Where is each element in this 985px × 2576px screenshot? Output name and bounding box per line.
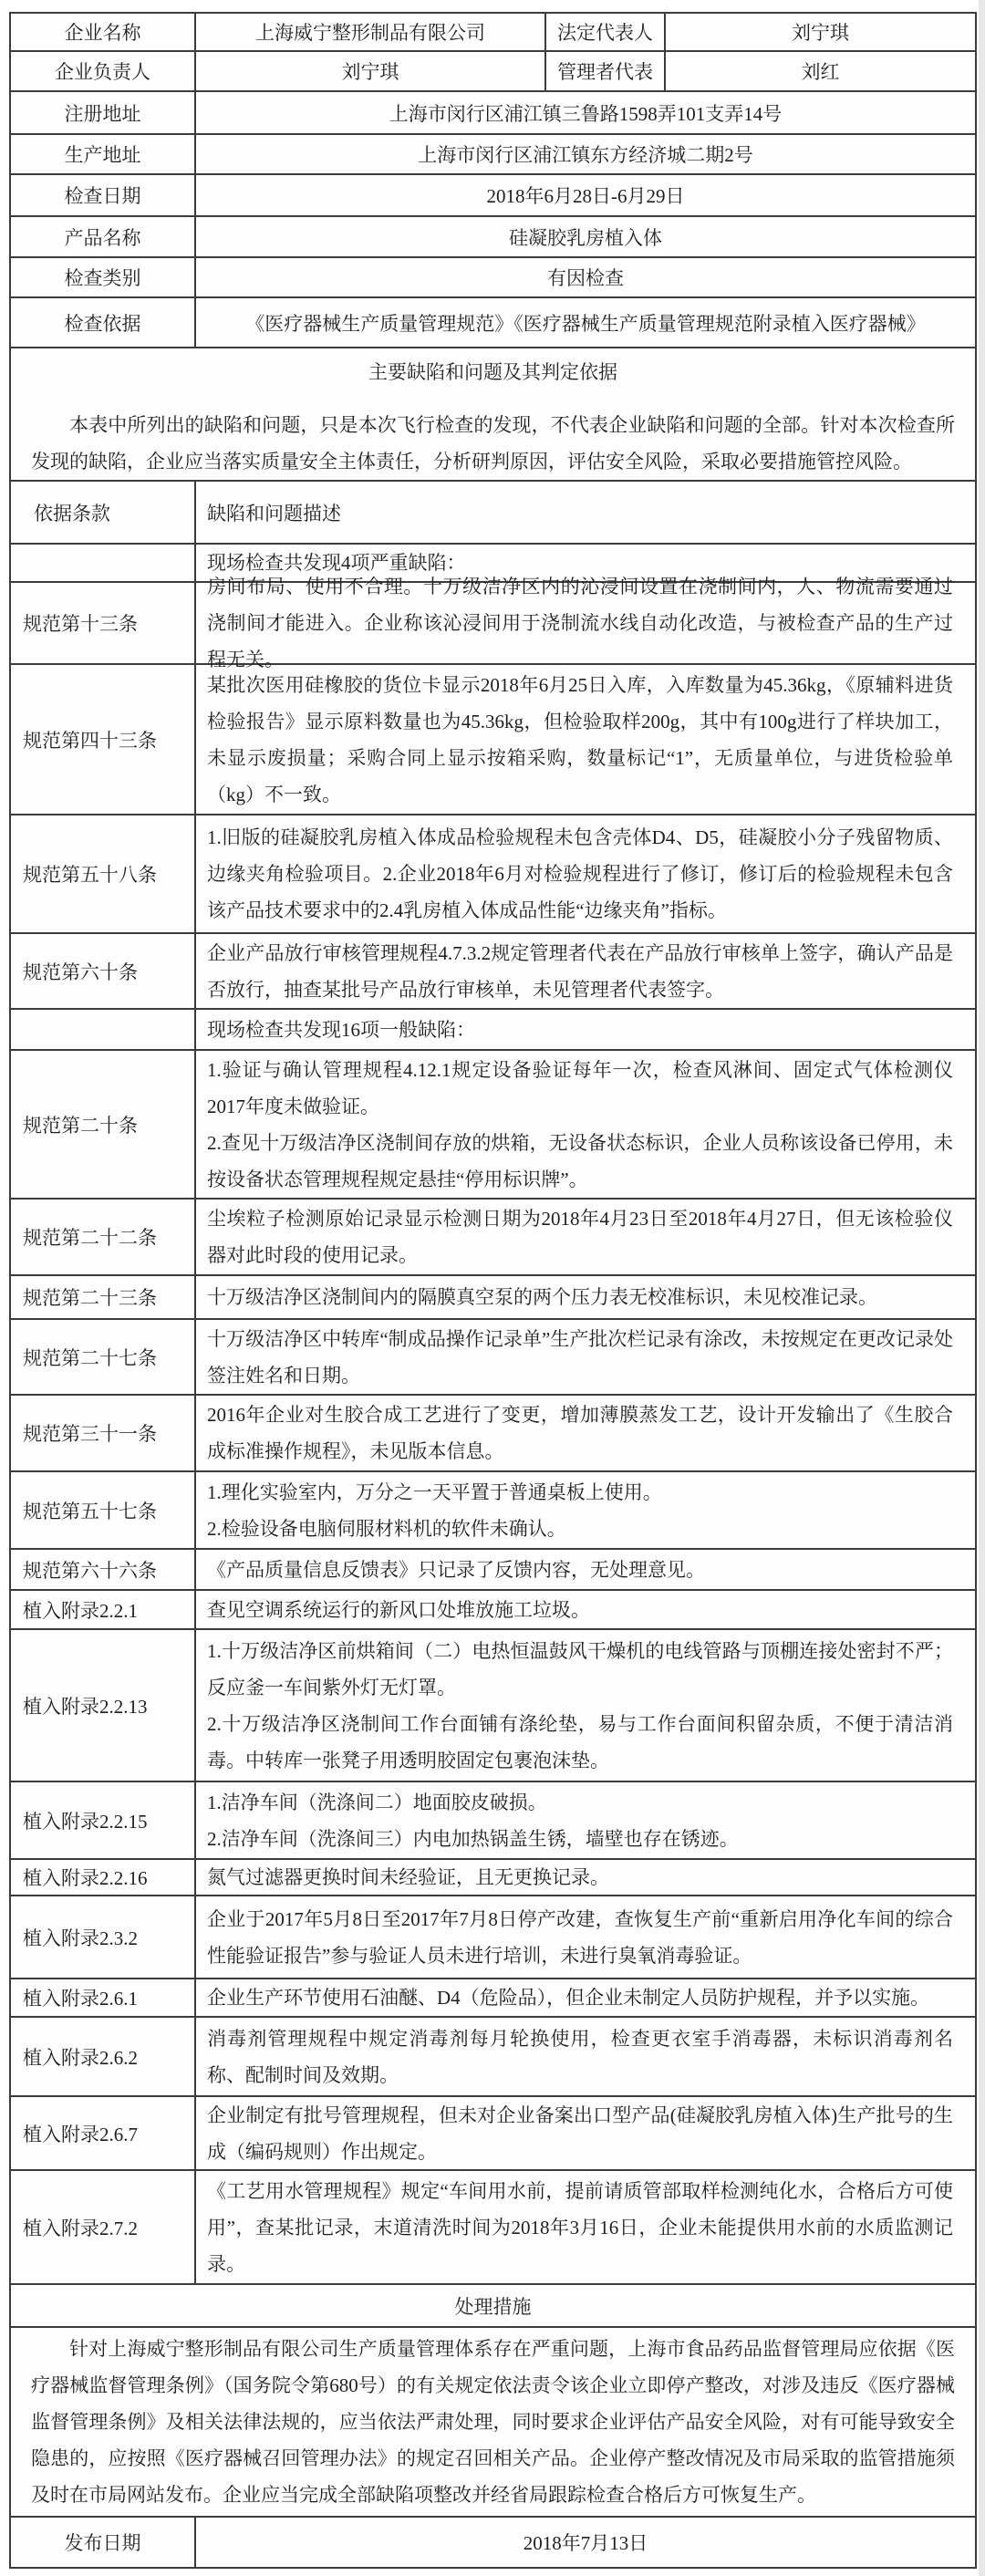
description-paragraph: 2.查见十万级洁净区浇制间存放的烘箱，无设备状态标识，企业人员称该设备已停用，未按设备状态管理规程规定悬挂“停用标识牌”。 — [207, 1131, 953, 1190]
description-paragraph: 1.旧版的硅凝胶乳房植入体成品检验规程未包含壳体D4、D5，硅凝胶小分子残留物质、边缘夹角检验项目。2.企业2018年6月对检验规程进行了修订，修订后的检验规程未包含该产品技术要求中的2.4乳房植入体成品性能“边缘夹角”指标。 — [207, 826, 953, 921]
description-cell — [196, 1010, 975, 1049]
clause-cell: 植入附录2.3.2 — [11, 1896, 196, 1978]
field-label: 企业名称 — [11, 14, 196, 50]
description-cell — [196, 1396, 975, 1470]
description-paragraph: 企业于2017年5月8日至2017年7月8日停产改建，查恢复生产前“重新启用净化车间的综合性能验证报告”参与验证人员未进行培训，未进行臭氧消毒验证。 — [207, 1907, 953, 1967]
info-row-inspection-basis — [11, 298, 975, 348]
description-paragraph: 2016年企业对生胶合成工艺进行了变更，增加薄膜蒸发工艺，设计开发输出了《生胶合成标准操作规程》，未见版本信息。 — [207, 1404, 953, 1462]
defect-row — [11, 1630, 975, 1782]
description-paragraph: 十万级洁净区浇制间内的隔膜真空泵的两个压力表无校准标识，未见校准记录。 — [207, 1286, 877, 1308]
field-value: 上海市闵行区浦江镇三鲁路1598弄101支弄14号 — [389, 102, 783, 125]
column-header-clause: 依据条款 — [11, 482, 196, 543]
description-cell — [196, 1979, 975, 2016]
inspection-report-table — [9, 12, 977, 2569]
description-paragraph: 尘埃粒子检测原始记录显示检测日期为2018年4月23日至2018年4月27日，但无该检验仪器对此时段的使用记录。 — [207, 1208, 953, 1266]
description-cell — [196, 934, 975, 1008]
field-value: 2018年6月28日-6月29日 — [486, 185, 685, 207]
defect-row — [11, 2171, 975, 2285]
description-paragraph: 1.验证与确认管理规程4.12.1规定设备验证每年一次，检查风淋间、固定式气体检测仪2017年度未做验证。 — [207, 1058, 953, 1117]
description-paragraph: 2.洁净车间（洗涤间三）内电加热锅盖生锈，墙壁也存在锈迹。 — [207, 1827, 739, 1850]
description-cell — [196, 1320, 975, 1394]
description-cell — [196, 2018, 975, 2095]
defect-row — [11, 1550, 975, 1591]
description-cell — [196, 665, 975, 814]
description-cell — [196, 1200, 975, 1274]
defect-row — [11, 1010, 975, 1051]
column-header-description: 缺陷和问题描述 — [207, 502, 341, 525]
field-label: 检查类别 — [11, 258, 196, 296]
defect-table-header — [11, 482, 975, 545]
field-label: 企业负责人 — [11, 52, 196, 90]
field-label: 发布日期 — [11, 2518, 196, 2567]
info-row-product-name — [11, 217, 975, 258]
field-value: 上海威宁整形制品有限公司 — [196, 14, 546, 50]
field-label: 产品名称 — [11, 217, 196, 256]
field-label: 检查依据 — [11, 298, 196, 347]
field-label: 检查日期 — [11, 175, 196, 215]
field-value: 刘红 — [801, 61, 840, 83]
description-paragraph: 1.十万级洁净区前烘箱间（二）电热恒温鼓风干燥机的电线管路与顶棚连接处密封不严；反应釜一车间紫外灯无灯罩。 — [207, 1639, 953, 1698]
clause-cell: 规范第二十二条 — [11, 1200, 196, 1274]
description-cell — [196, 1782, 975, 1858]
field-value: 《医疗器械生产质量管理规范》《医疗器械生产质量管理规范附录植入医疗器械》 — [245, 312, 926, 335]
defect-row — [11, 815, 975, 934]
field-value: 2018年7月13日 — [523, 2532, 648, 2554]
description-paragraph: 查见空调系统运行的新风口处堆放施工垃圾。 — [207, 1598, 590, 1621]
section-title: 主要缺陷和问题及其判定依据 — [368, 361, 617, 383]
scan-edge-shadow — [979, 0, 985, 2576]
defect-row — [11, 934, 975, 1010]
field-label: 法定代表人 — [546, 14, 666, 50]
info-row-responsible — [11, 52, 975, 92]
description-paragraph: 1.理化实验室内，万分之一天平置于普通桌板上使用。 — [207, 1480, 662, 1503]
defect-row — [11, 665, 975, 815]
clause-cell: 规范第四十三条 — [11, 665, 196, 814]
clause-cell: 规范第二十七条 — [11, 1320, 196, 1394]
info-row-production-address — [11, 135, 975, 175]
defect-row — [11, 1396, 975, 1472]
description-paragraph: 2.检验设备电脑伺服材料机的软件未确认。 — [207, 1517, 566, 1540]
field-value: 刘宁琪 — [792, 22, 849, 44]
field-value: 刘宁琪 — [196, 52, 546, 90]
section-defects-intro — [11, 348, 975, 482]
description-cell — [196, 1591, 975, 1628]
clause-cell: 植入附录2.6.1 — [11, 1979, 196, 2016]
defect-row — [11, 1051, 975, 1200]
description-cell — [196, 1051, 975, 1198]
description-paragraph: 企业生产环节使用石油醚、D4（危险品），但企业未制定人员防护规程，并予以实施。 — [207, 1987, 930, 2009]
info-row-registered-address — [11, 92, 975, 135]
defect-row — [11, 1782, 975, 1860]
measures-paragraph: 针对上海威宁整形制品有限公司生产质量管理体系存在严重问题，上海市食品药品监督管理局应依据《医疗器械监督管理条例》（国务院令第680号）的有关规定依法责令该企业立即停产整改，对涉及违反《医疗器械监督管理条例》及相关法律法规的，应当依法严肃处理，同时要求企业评估产品安全风险，对有可能导致安全隐患的，应按照《医疗器械召回管理办法》的规定召回相关产品。企业停产整改情况及市局采取的监管措施须及时在市局网站发布。企业应当完成全部缺陷项整改并经省局跟踪检查合格后方可恢复生产。 — [31, 2338, 955, 2506]
clause-cell: 植入附录2.2.13 — [11, 1630, 196, 1781]
field-value: 有因检查 — [547, 267, 624, 289]
clause-cell: 植入附录2.2.1 — [11, 1591, 196, 1628]
description-paragraph: 消毒剂管理规程中规定消毒剂每月轮换使用，检查更衣室手消毒器，未标识消毒剂名称、配制时间及效期。 — [207, 2027, 953, 2086]
defect-row — [11, 1860, 975, 1896]
clause-cell: 规范第二十条 — [11, 1051, 196, 1198]
clause-cell: 规范第五十七条 — [11, 1472, 196, 1548]
measures-title: 处理措施 — [454, 2295, 532, 2318]
description-paragraph: 某批次医用硅橡胶的货位卡显示2018年6月25日入库，入库数量为45.36kg，《原辅料进货检验报告》显示原料数量也为45.36kg，但检验取样200g，其中有100g进行了样块加工，未显示废损量；采购合同上显示按箱采购，数量标记“1”，无质量单位，与进货检验单（kg）不一致。 — [207, 673, 953, 805]
description-paragraph: 房间布局、使用不合理。十万级洁净区内的沁浸间设置在浇制间内，人、物流需要通过浇制间才能进入。企业称该沁浸间用于浇制流水线自动化改造，与被检查产品的生产过程无关。 — [207, 576, 953, 670]
description-cell — [196, 1896, 975, 1978]
field-label: 注册地址 — [11, 92, 196, 133]
clause-cell — [11, 545, 196, 581]
description-paragraph: 企业制定有批号管理规程，但未对企业备案出口型产品(硅凝胶乳房植入体)生产批号的生成（编码规则）作出规定。 — [207, 2103, 953, 2163]
defect-row — [11, 1896, 975, 1979]
description-paragraph: 现场检查共发现16项一般缺陷： — [207, 1018, 475, 1041]
description-paragraph: 现场检查共发现4项严重缺陷： — [207, 552, 466, 574]
clause-cell: 植入附录2.6.7 — [11, 2097, 196, 2169]
description-cell — [196, 2171, 975, 2283]
description-paragraph: 企业产品放行审核管理规程4.7.3.2规定管理者代表在产品放行审核单上签字，确认产品是否放行，抽查某批号产品放行审核单，未见管理者代表签字。 — [207, 941, 953, 1001]
measures-paragraph-row — [11, 2328, 975, 2518]
field-label: 生产地址 — [11, 135, 196, 173]
measures-paragraph-cell — [11, 2328, 975, 2516]
description-cell — [196, 1550, 975, 1589]
clause-cell: 规范第二十三条 — [11, 1276, 196, 1318]
clause-cell — [11, 1010, 196, 1049]
section-cell — [11, 348, 975, 480]
measures-title-row — [11, 2285, 975, 2328]
clause-cell: 植入附录2.2.16 — [11, 1860, 196, 1895]
defect-row — [11, 1591, 975, 1630]
description-paragraph: 1.洁净车间（洗涤间二）地面胶皮破损。 — [207, 1791, 547, 1813]
info-row-inspection-date — [11, 175, 975, 217]
defect-row — [11, 1200, 975, 1276]
clause-cell: 规范第六十六条 — [11, 1550, 196, 1589]
defect-row — [11, 1472, 975, 1550]
clause-cell: 植入附录2.7.2 — [11, 2171, 196, 2283]
description-paragraph: 十万级洁净区中转库“制成品操作记录单”生产批次栏记录有涂改，未按规定在更改记录处签注姓名和日期。 — [207, 1327, 953, 1387]
clause-cell: 植入附录2.6.2 — [11, 2018, 196, 2095]
clause-cell: 规范第六十条 — [11, 934, 196, 1008]
info-row-company — [11, 14, 975, 52]
clause-cell: 规范第三十一条 — [11, 1396, 196, 1470]
description-cell — [196, 1630, 975, 1781]
description-cell — [196, 576, 975, 670]
description-paragraph: 氮气过滤器更换时间未经验证，且无更换记录。 — [207, 1866, 609, 1888]
defect-row — [11, 2018, 975, 2097]
description-paragraph: 《工艺用水管理规程》规定“车间用水前，提前请质管部取样检测纯化水，合格后方可使用”，查某批记录，末道清洗时间为2018年3月16日，企业未能提供用水前的水质监测记录。 — [207, 2179, 953, 2275]
publish-date-row — [11, 2518, 975, 2567]
info-row-inspection-type — [11, 258, 975, 298]
description-cell — [196, 815, 975, 932]
clause-cell: 规范第十三条 — [11, 583, 196, 663]
description-cell — [196, 1472, 975, 1548]
clause-cell: 规范第五十八条 — [11, 815, 196, 932]
field-value: 上海市闵行区浦江镇东方经济城二期2号 — [418, 144, 753, 166]
field-value: 硅凝胶乳房植入体 — [509, 226, 662, 249]
description-paragraph: 2.十万级洁净区浇制间工作台面铺有涤纶垫，易与工作台面间积留杂质，不便于清洁消毒。中转库一张凳子用透明胶固定包裹泡沫垫。 — [207, 1712, 953, 1771]
defect-row — [11, 1276, 975, 1320]
description-cell — [196, 1276, 975, 1318]
defect-row — [11, 576, 975, 670]
section-intro-paragraph: 本表中所列出的缺陷和问题，只是本次飞行检查的发现，不代表企业缺陷和问题的全部。针对本次检查所发现的缺陷，企业应当落实质量安全主体责任，分析研判原因，评估安全风险，采取必要措施管控风险。 — [31, 414, 955, 473]
description-cell — [196, 1860, 975, 1895]
defect-row — [11, 2097, 975, 2171]
description-paragraph: 《产品质量信息反馈表》只记录了反馈内容，无处理意见。 — [207, 1558, 705, 1581]
field-label: 管理者代表 — [546, 52, 666, 90]
clause-cell: 植入附录2.2.15 — [11, 1782, 196, 1858]
description-cell — [196, 2097, 975, 2169]
defect-row — [11, 1979, 975, 2018]
defect-row — [11, 1320, 975, 1396]
